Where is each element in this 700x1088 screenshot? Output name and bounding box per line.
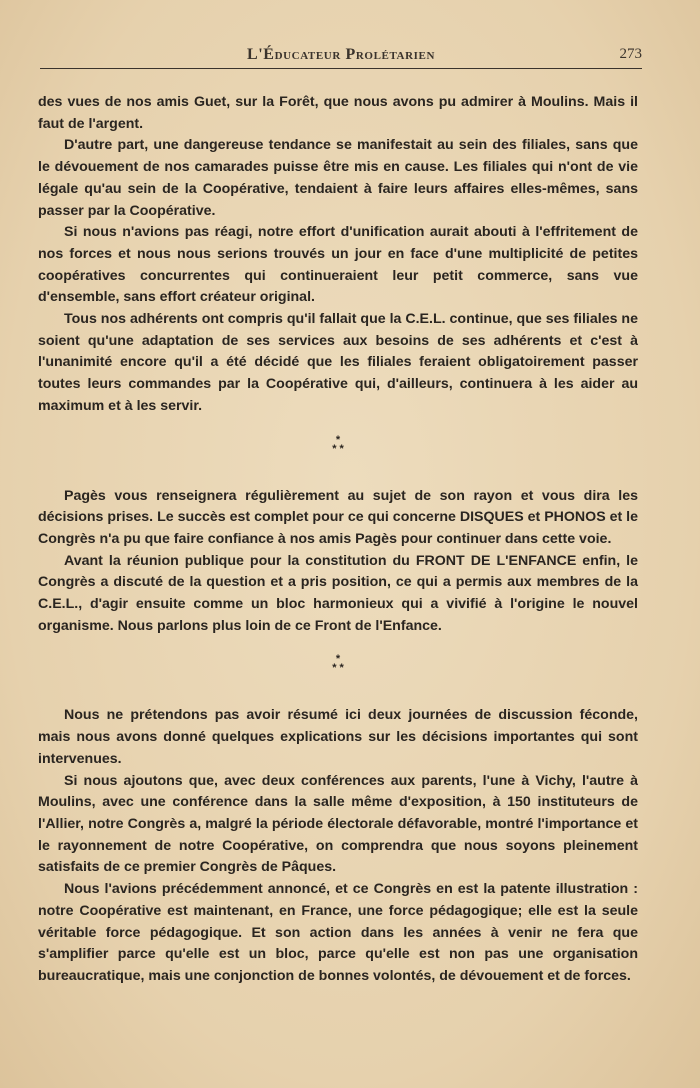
article-body — [38, 92, 638, 988]
separator-bottom: * * — [332, 442, 344, 455]
paragraph: Si nous ajoutons que, avec deux conférences aux parents, l'une à Vichy, l'autre à Moulins, avec une conférence dans la salle même d'exposition, à 150 instituteurs de l'Allier, notre Congrès a, malgré la période électorale défavorable, montré l'importance et le rayonnement de notre Coopérative, on comprendra que nous soyons pleinement satisfaits de ce premier Congrès de Pâques. — [38, 772, 638, 876]
section-separator — [38, 422, 638, 456]
separator-bottom: * * — [332, 662, 344, 675]
separator-top: * — [335, 653, 341, 666]
journal-title: L'Éducateur Prolétarien — [246, 46, 436, 63]
page-number: 273 — [619, 46, 642, 62]
separator-top: * — [335, 433, 341, 446]
paragraph: Nous l'avions précédemment annoncé, et ce Congrès en est la patente illustration : notre Coopérative est maintenant, en France, une force pédagogique; elle est la seule véritable force pédagogique. Et son action dans les années à venir ne fera que s'amplifier parce qu'elle est un bloc, parce qu'elle est non pas une organisation bureaucratique, mais une conjonction de bonnes volontés, de dévouement et de forces. — [38, 881, 638, 984]
paragraph: des vues de nos amis Guet, sur la Forêt, que nous avons pu admirer à Moulins. Mais il faut de l'argent. — [38, 94, 638, 132]
paragraph: Pagès vous renseignera régulièrement au sujet de son rayon et vous dira les décisions prises. Le succès est complet pour ce qui concerne DISQUES et PHONOS et le Congrès n'a pu que faire confiance à nos amis Pagès pour continuer dans cette voie. — [38, 487, 639, 547]
paragraph: Si nous n'avions pas réagi, notre effort d'unification aurait abouti à l'effritement de nos forces et nous nous serions trouvés un jour en face d'une multiplicité de petites coopératives concurrentes qui continueraient leur petit commerce, sans vue d'ensemble, sans effort créateur original. — [38, 224, 638, 306]
section-separator — [38, 641, 638, 675]
running-header — [40, 42, 642, 69]
paragraph: Nous ne prétendons pas avoir résumé ici deux journées de discussion féconde, mais nous avons donné quelques explications sur les décisions importantes qui sont intervenues. — [38, 707, 638, 767]
paragraph: Tous nos adhérents ont compris qu'il fallait que la C.E.L. continue, que ses filiales ne soient qu'une adaptation de ses services aux besoins de ses adhérents et c'est à l'unanimité encore qu'il a été décidé que les filiales feraient obligatoirement passer toutes leurs commandes par la Coopérative qui, d'ailleurs, continuera à les aider au maximum et à les servir. — [38, 311, 638, 414]
paragraph: Avant la réunion publique pour la constitution du FRONT DE L'ENFANCE enfin, le Congrès a discuté de la question et a pris position, ce qui a permis aux membres de la C.E.L., d'agir ensuite comme un bloc harmonieux qui a vivifié à l'origine le nouvel organisme. Nous parlons plus loin de ce Front de l'Enfance. — [38, 552, 638, 634]
paragraph: D'autre part, une dangereuse tendance se manifestait au sein des filiales, sans que le dévouement de nos camarades puisse être mis en cause. Les filiales qui n'ont de vie légale qu'au sein de la Coopérative, tendaient à faire leurs affaires elles-mêmes, sans passer par la Coopérative. — [38, 137, 638, 219]
